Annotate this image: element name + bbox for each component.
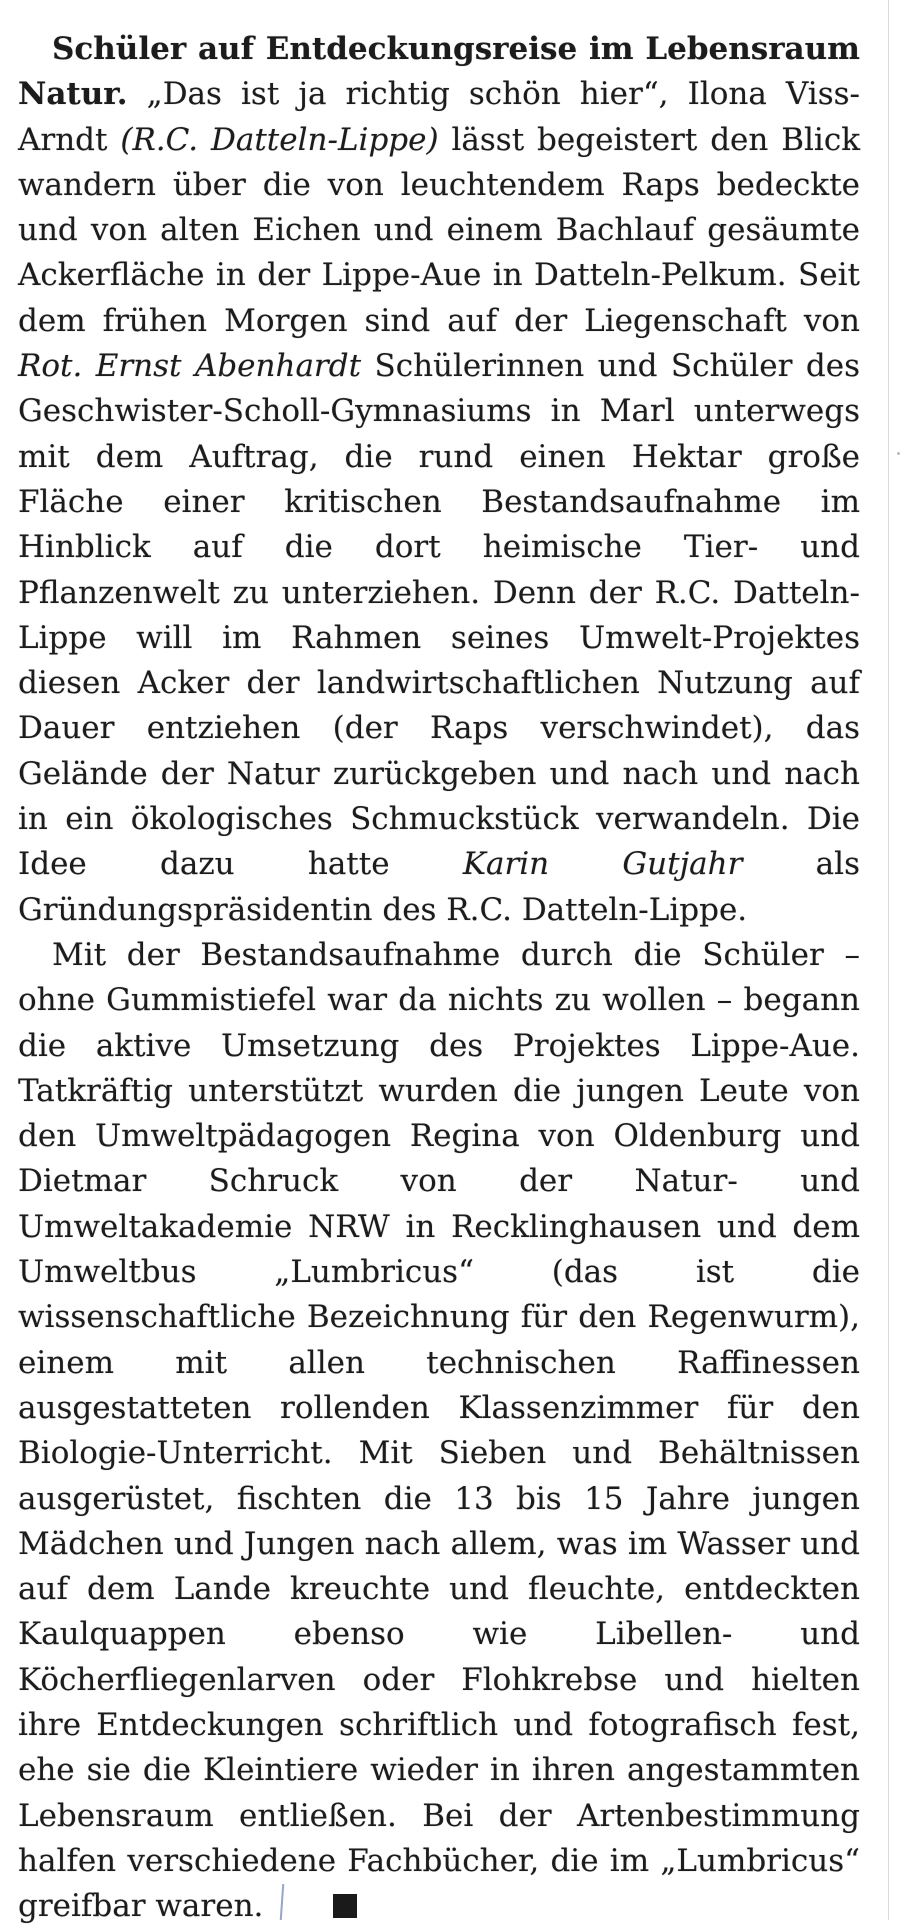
person-name-gutjahr: Karin Gutjahr [462, 846, 743, 883]
article-paragraph-2 [18, 933, 860, 1929]
end-of-article-square-icon [333, 1894, 357, 1918]
article-paragraph-1 [18, 27, 860, 933]
paragraph-1-text-d: als Gründungspräsidentin des R.C. Datteln-Lippe. [18, 846, 860, 928]
club-name-italic: (R.C. Datteln-Lippe) [120, 121, 439, 158]
article-column [18, 27, 860, 1929]
person-name-abenhardt: Rot. Ernst Abenhardt [18, 348, 362, 385]
scan-speck [897, 452, 900, 455]
article-headline: Schüler auf Entdeckungsreise im Lebensraum Natur. [18, 31, 860, 113]
paragraph-1-text-c: Schülerinnen und Schüler des Geschwister-Scholl-Gymnasiums in Marl unterwegs mit dem Auftrag, die rund einen Hektar große Fläche einer kritischen Bestandsaufnahme im Hinblick auf die dort heimische Tier- und Pflanzenwelt zu unterziehen. Denn der R.C. Datteln-Lippe will im Rahmen seines Umwelt-Projektes diesen Acker der landwirtschaftlichen Nutzung auf Dauer entziehen (der Raps verschwindet), das Gelände der Natur zurückgeben und nach und nach in ein ökologisches Schmuckstück verwandeln. Die Idee dazu hatte [18, 348, 860, 883]
paragraph-1-text-a: „Das ist ja richtig schön hier“, Ilona Viss-Arndt [18, 76, 860, 158]
paragraph-1-text-b: lässt begeistert den Blick wandern über die von leuchtendem Raps bedeckte und von alten Eichen und einem Bachlauf gesäumte Ackerfläche in der Lippe-Aue in Datteln-Pelkum. Seit dem frühen Morgen sind auf der Liegenschaft von [18, 121, 860, 339]
paragraph-2-text: Mit der Bestandsaufnahme durch die Schüler – ohne Gummistiefel war da nichts zu wollen – begann die aktive Umsetzung des Projektes Lippe-Aue. Tatkräftig unterstützt wurden die jungen Leute von den Umweltpädagogen Regina von Oldenburg und Dietmar Schruck von der Natur- und Umweltakademie NRW in Recklinghausen und dem Umweltbus „Lumbricus“ (das ist die wissenschaftliche Bezeichnung für den Regenwurm), einem mit allen technischen Raffinessen ausgestatteten rollenden Klassenzimmer für den Biologie-Unterricht. Mit Sieben und Behältnissen ausgerüstet, fischten die 13 bis 15 Jahre jungen Mädchen und Jungen nach allem, was im Wasser und auf dem Lande kreuchte und fleuchte, entdeckten Kaulquappen ebenso wie Libellen- und Köcherfliegenlarven oder Flohkrebse und hielten ihre Entdeckungen schriftlich und fotografisch fest, ehe sie die Kleintiere wieder in ihren angestammten Lebensraum entließen. Bei der Artenbestimmung halfen verschiedene Fachbücher, die im „Lumbricus“ greifbar waren. [18, 936, 860, 1925]
scan-edge-line [888, 0, 889, 1920]
